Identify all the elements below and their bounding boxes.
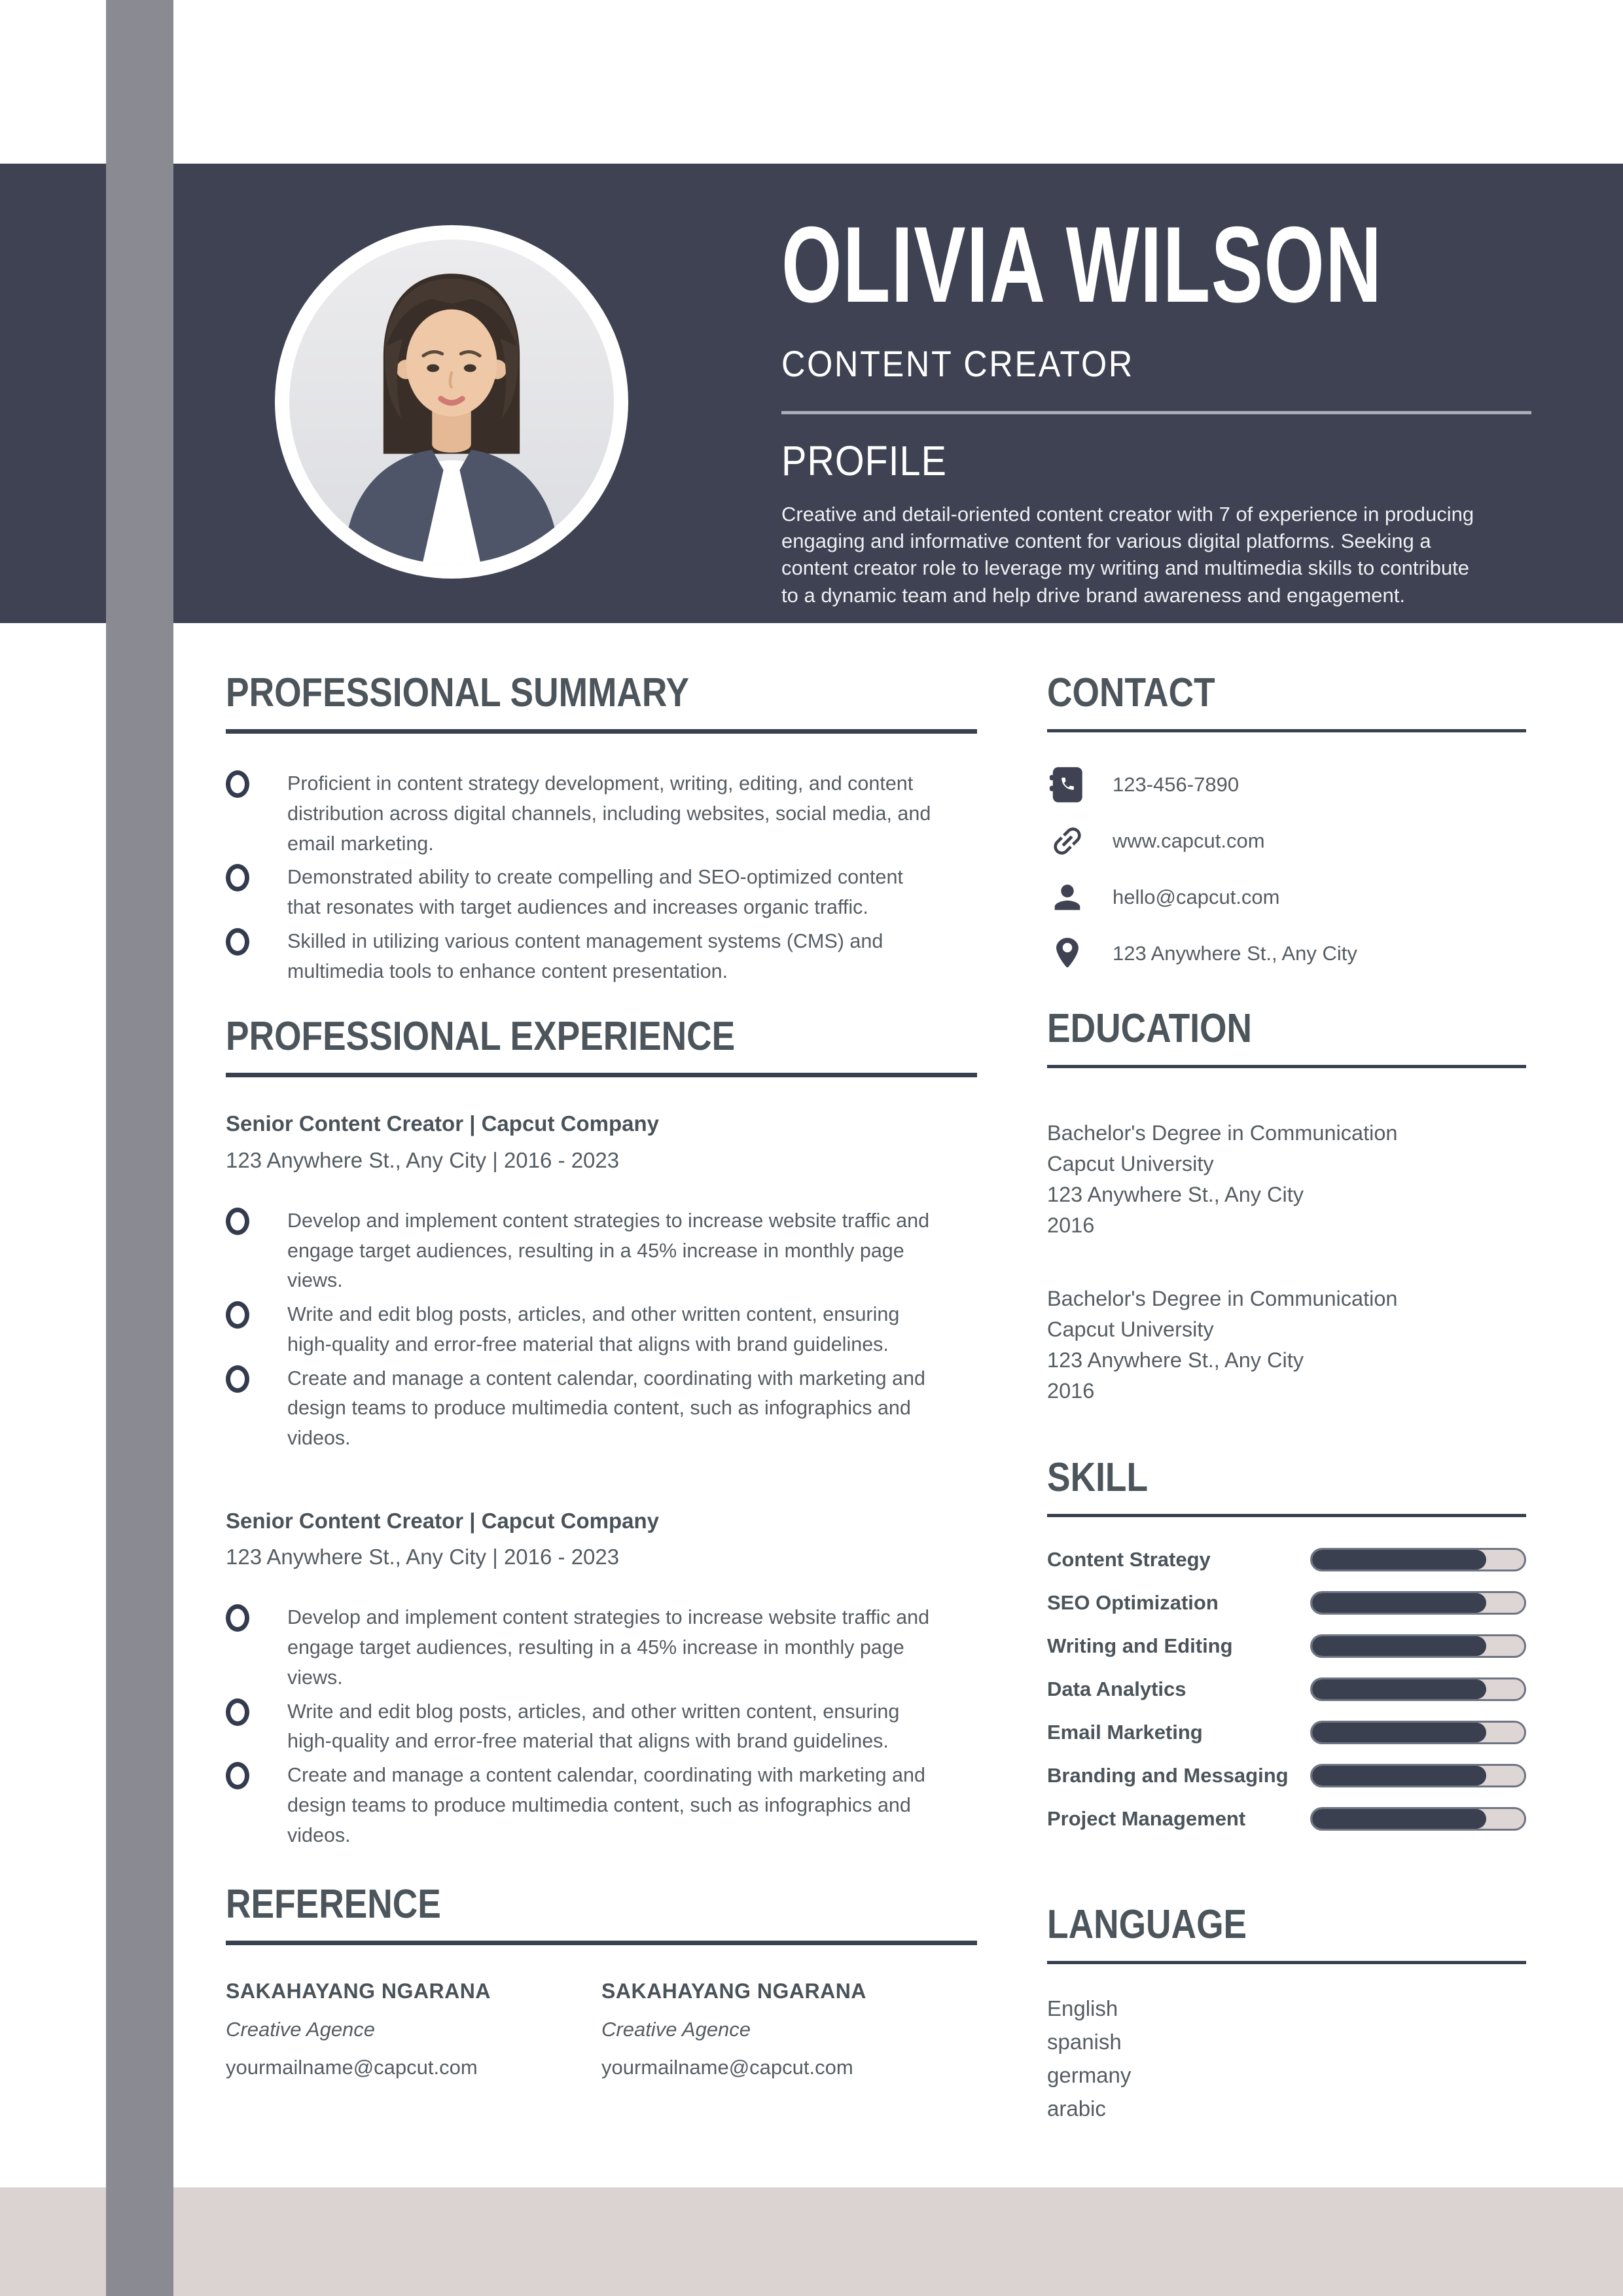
- skill-list: [1047, 1546, 1526, 1833]
- job-bullet: Write and edit blog posts, articles, and other written content, ensuring high-quality and error-free material that aligns with brand guidelines.: [287, 1303, 900, 1355]
- contact-item: [1047, 876, 1526, 918]
- phone-icon: [1047, 764, 1088, 805]
- role-subtitle: CONTENT CREATOR: [781, 343, 1134, 384]
- list-item: [226, 1300, 977, 1360]
- skill-heading: SKILL: [1047, 1455, 1149, 1500]
- skill-row: [1047, 1546, 1526, 1573]
- education-address: 123 Anywhere St., Any City: [1047, 1183, 1304, 1207]
- experience-heading: PROFESSIONAL EXPERIENCE: [226, 1014, 736, 1060]
- bullet-ring-icon: [226, 1208, 249, 1235]
- bullet-ring-icon: [226, 1365, 249, 1393]
- skill-bar-fill: [1312, 1766, 1486, 1785]
- contact-value: 123 Anywhere St., Any City: [1113, 942, 1357, 965]
- language-item: spanish: [1047, 2030, 1122, 2054]
- section-rule: [1047, 1065, 1526, 1068]
- contact-value: hello@capcut.com: [1113, 886, 1280, 908]
- reference-card: [601, 1979, 977, 2079]
- reference-email: yourmailname@capcut.com: [601, 2056, 853, 2079]
- summary-bullet: Demonstrated ability to create compelling and SEO-optimized content that resonates with target audiences and increases organic traffic.: [287, 866, 903, 918]
- list-item: [226, 1364, 977, 1454]
- skill-bar-fill: [1312, 1809, 1486, 1829]
- right-column: [1047, 670, 1526, 2126]
- language-section: [1047, 1902, 1526, 2126]
- section-rule: [226, 1073, 977, 1077]
- reference-name: SAKAHAYANG NGARANA: [226, 1979, 491, 2003]
- skill-bar: [1310, 1721, 1526, 1744]
- person-name: OLIVIA WILSON: [781, 204, 1383, 325]
- skill-row: [1047, 1589, 1526, 1617]
- reference-email: yourmailname@capcut.com: [226, 2056, 478, 2079]
- skill-bar-fill: [1312, 1550, 1486, 1570]
- education-school: Capcut University: [1047, 1152, 1214, 1176]
- left-column: [226, 670, 977, 2079]
- job-bullet: Create and manage a content calendar, coordinating with marketing and design teams to produce multimedia content, such as infographics and videos.: [287, 1764, 925, 1846]
- link-icon: [1047, 821, 1088, 861]
- job-meta: 123 Anywhere St., Any City | 2016 - 2023: [226, 1147, 620, 1172]
- skill-bar: [1310, 1634, 1526, 1658]
- skill-row: [1047, 1805, 1526, 1833]
- summary-bullet: Proficient in content strategy development, writing, editing, and content distribution across digital channels, including websites, social media, and email marketing.: [287, 772, 931, 855]
- bullet-ring-icon: [226, 1698, 249, 1726]
- list-item: [226, 1206, 977, 1296]
- reference-name: SAKAHAYANG NGARANA: [601, 1979, 866, 2003]
- section-rule: [1047, 1961, 1526, 1964]
- job-bullet: Write and edit blog posts, articles, and other written content, ensuring high-quality and error-free material that aligns with brand guidelines.: [287, 1700, 900, 1753]
- language-item: arabic: [1047, 2096, 1106, 2121]
- skill-bar-fill: [1312, 1636, 1486, 1656]
- skill-row: [1047, 1676, 1526, 1703]
- skill-label: Content Strategy: [1047, 1548, 1211, 1571]
- job-bullet-list: [226, 1603, 977, 1850]
- skill-row: [1047, 1719, 1526, 1746]
- summary-section: [226, 670, 977, 986]
- education-year: 2016: [1047, 1378, 1095, 1403]
- job-title: Senior Content Creator | Capcut Company: [226, 1111, 659, 1136]
- education-heading: EDUCATION: [1047, 1006, 1252, 1051]
- footer-band: [0, 2187, 1623, 2296]
- skill-label: Branding and Messaging: [1047, 1764, 1289, 1787]
- reference-heading: REFERENCE: [226, 1882, 441, 1928]
- education-entry: [1047, 1283, 1526, 1407]
- bullet-ring-icon: [226, 864, 249, 891]
- skill-bar-fill: [1312, 1593, 1486, 1613]
- skill-label: SEO Optimization: [1047, 1591, 1219, 1614]
- location-icon: [1047, 933, 1088, 974]
- header: [781, 204, 1537, 609]
- job-title: Senior Content Creator | Capcut Company: [226, 1508, 659, 1533]
- education-degree: Bachelor's Degree in Communication: [1047, 1286, 1398, 1310]
- summary-bullet: Skilled in utilizing various content management systems (CMS) and multimedia tools to enhance content presentation.: [287, 929, 883, 982]
- summary-heading: PROFESSIONAL SUMMARY: [226, 670, 690, 715]
- language-heading: LANGUAGE: [1047, 1902, 1247, 1947]
- skill-bar: [1310, 1807, 1526, 1831]
- skill-bar-fill: [1312, 1679, 1486, 1699]
- contact-list: [1047, 764, 1526, 975]
- skill-row: [1047, 1632, 1526, 1660]
- education-degree: Bachelor's Degree in Communication: [1047, 1121, 1398, 1145]
- contact-item: [1047, 820, 1526, 862]
- skill-label: Writing and Editing: [1047, 1634, 1233, 1657]
- skill-label: Email Marketing: [1047, 1721, 1203, 1744]
- education-address: 123 Anywhere St., Any City: [1047, 1348, 1304, 1372]
- experience-entry: [226, 1507, 977, 1851]
- list-item: [226, 927, 977, 987]
- job-bullet-list: [226, 1206, 977, 1454]
- skill-bar: [1310, 1591, 1526, 1615]
- skill-bar-fill: [1312, 1723, 1486, 1742]
- profile-photo: [275, 225, 628, 579]
- skill-label: Project Management: [1047, 1807, 1246, 1830]
- education-section: [1047, 1006, 1526, 1407]
- education-year: 2016: [1047, 1213, 1095, 1238]
- skill-label: Data Analytics: [1047, 1677, 1186, 1700]
- job-bullet: Develop and implement content strategies to increase website traffic and engage target audiences, resulting in a 45% increase in monthly page views.: [287, 1209, 930, 1292]
- job-bullet: Develop and implement content strategies to increase website traffic and engage target audiences, resulting in a 45% increase in monthly page views.: [287, 1606, 930, 1689]
- list-item: [226, 863, 977, 923]
- contact-value: 123-456-7890: [1113, 773, 1240, 796]
- profile-text: Creative and detail-oriented content creator with 7 of experience in producing engaging and informative content for various digital platforms. Seeking a content creator role to leverage my writing and multimedia skills to contribute to a dynamic team and help drive brand awareness and engagement.: [781, 503, 1474, 607]
- section-rule: [1047, 729, 1526, 732]
- bullet-ring-icon: [226, 770, 249, 798]
- education-school: Capcut University: [1047, 1317, 1214, 1341]
- list-item: [226, 1761, 977, 1850]
- list-item: [226, 1697, 977, 1757]
- reference-section: [226, 1884, 977, 2079]
- list-item: [226, 1603, 977, 1693]
- language-item: English: [1047, 1996, 1118, 2020]
- list-item: [226, 769, 977, 859]
- side-stripe: [106, 0, 173, 2296]
- skill-bar: [1310, 1764, 1526, 1787]
- contact-item: [1047, 764, 1526, 806]
- section-rule: [226, 729, 977, 734]
- skill-bar: [1310, 1548, 1526, 1571]
- skill-row: [1047, 1762, 1526, 1789]
- avatar-illustration: [289, 240, 614, 564]
- job-bullet: Create and manage a content calendar, coordinating with marketing and design teams to produce multimedia content, such as infographics and videos.: [287, 1367, 925, 1449]
- contact-value: www.capcut.com: [1113, 829, 1265, 852]
- education-entry: [1047, 1118, 1526, 1242]
- contact-section: [1047, 670, 1526, 975]
- header-divider: [781, 411, 1531, 414]
- contact-item: [1047, 933, 1526, 975]
- language-list: [1047, 1992, 1526, 2126]
- profile-heading: PROFILE: [781, 437, 947, 484]
- section-rule: [1047, 1514, 1526, 1517]
- bullet-ring-icon: [226, 1762, 249, 1789]
- job-meta: 123 Anywhere St., Any City | 2016 - 2023: [226, 1545, 620, 1569]
- section-rule: [226, 1941, 977, 1945]
- reference-card: [226, 1979, 601, 2079]
- reference-company: Creative Agence: [601, 2018, 751, 2041]
- bullet-ring-icon: [226, 928, 249, 956]
- skill-section: [1047, 1455, 1526, 1833]
- contact-heading: CONTACT: [1047, 670, 1215, 715]
- bullet-ring-icon: [226, 1604, 249, 1632]
- bullet-ring-icon: [226, 1301, 249, 1329]
- skill-bar: [1310, 1677, 1526, 1701]
- reference-list: [226, 1979, 977, 2079]
- experience-entry: [226, 1110, 977, 1454]
- experience-section: [226, 1016, 977, 1850]
- reference-company: Creative Agence: [226, 2018, 376, 2041]
- language-item: germany: [1047, 2063, 1132, 2088]
- person-icon: [1047, 877, 1088, 918]
- summary-list: [226, 769, 977, 986]
